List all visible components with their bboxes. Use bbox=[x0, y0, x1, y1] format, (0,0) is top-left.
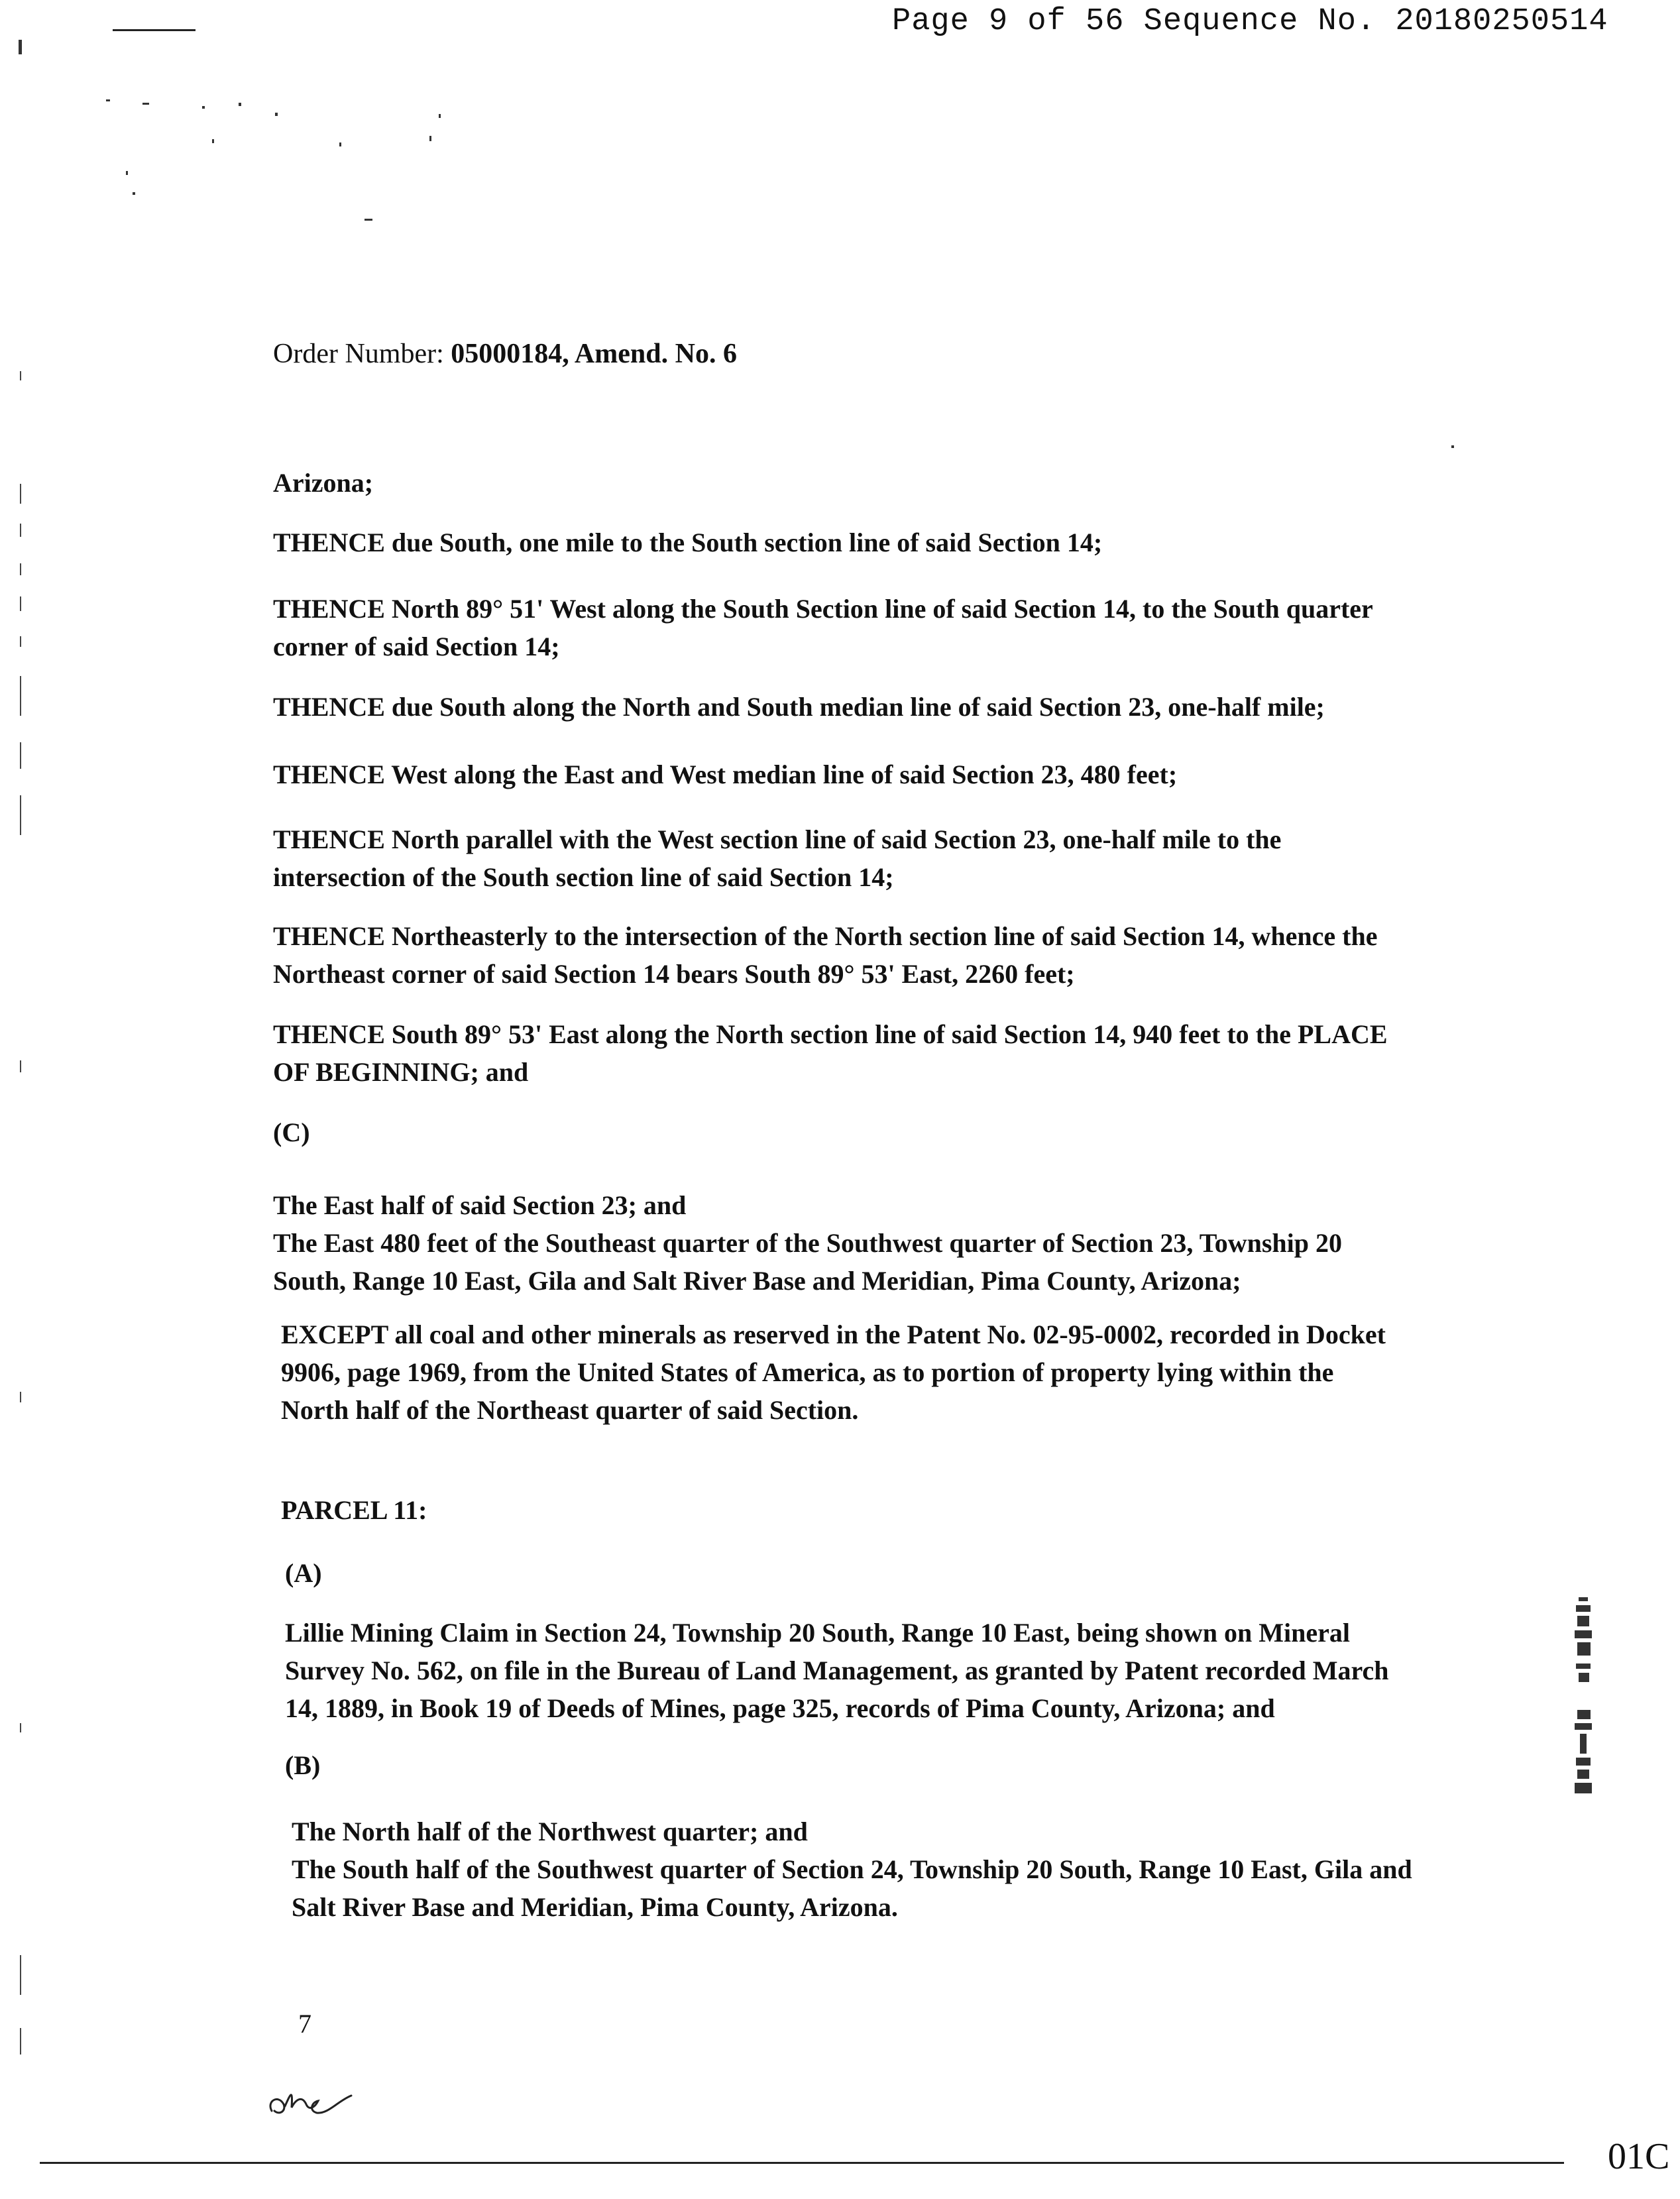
paragraph-line: The East half of said Section 23; and bbox=[273, 1190, 687, 1220]
scan-speck bbox=[239, 103, 241, 106]
scan-speck bbox=[126, 171, 128, 175]
margin-tick bbox=[20, 1955, 21, 1995]
handwritten-initials bbox=[265, 2074, 364, 2127]
paragraph-line: intersection of the South section line of said Section 14; bbox=[273, 862, 894, 892]
scan-speck bbox=[1451, 445, 1454, 448]
footer-rule bbox=[40, 2162, 1564, 2164]
paragraph bbox=[273, 756, 1519, 793]
margin-tick bbox=[20, 371, 21, 380]
page-number: 7 bbox=[298, 2009, 311, 2039]
margin-tick bbox=[20, 596, 21, 611]
paragraph bbox=[285, 1746, 1531, 1784]
paragraph-line: THENCE due South along the North and South median line of said Section 23, one-half mile; bbox=[273, 692, 1325, 722]
scan-speck bbox=[202, 106, 205, 109]
side-stamp bbox=[1564, 1591, 1604, 1856]
corner-mark: 01C bbox=[1608, 2136, 1670, 2177]
paragraph-line: corner of said Section 14; bbox=[273, 632, 560, 661]
margin-tick bbox=[20, 2028, 21, 2055]
paragraph bbox=[273, 590, 1519, 665]
margin-tick bbox=[20, 795, 21, 835]
header-rule bbox=[113, 29, 196, 31]
paragraph-line: THENCE West along the East and West median line of said Section 23, 480 feet; bbox=[273, 760, 1178, 789]
paragraph-line: South, Range 10 East, Gila and Salt River Base and Meridian, Pima County, Arizona; bbox=[273, 1266, 1241, 1296]
paragraph-line: The South half of the Southwest quarter of Section 24, Township 20 South, Range 10 East, Gila and bbox=[292, 1854, 1412, 1884]
paragraph-line: Salt River Base and Meridian, Pima County, Arizona. bbox=[292, 1892, 898, 1922]
paragraph bbox=[285, 1614, 1531, 1727]
scan-speck bbox=[142, 103, 149, 105]
paragraph bbox=[273, 917, 1519, 993]
scan-speck bbox=[212, 139, 214, 143]
scan-speck bbox=[429, 136, 431, 141]
paragraph-line: Arizona; bbox=[273, 468, 374, 498]
paragraph-line: THENCE North parallel with the West section line of said Section 23, one-half mile to the bbox=[273, 824, 1282, 854]
scan-speck bbox=[339, 142, 341, 146]
margin-tick bbox=[20, 1060, 21, 1072]
scan-speck bbox=[106, 99, 110, 101]
paragraph bbox=[273, 524, 1519, 561]
paragraph bbox=[273, 1113, 1519, 1151]
paragraph-line: (B) bbox=[285, 1750, 321, 1780]
paragraph-line: 14, 1889, in Book 19 of Deeds of Mines, page 325, records of Pima County, Arizona; and bbox=[285, 1693, 1275, 1723]
margin-tick bbox=[20, 484, 21, 504]
paragraph bbox=[292, 1813, 1538, 1926]
paragraph-line: Lillie Mining Claim in Section 24, Township 20 South, Range 10 East, being shown on Mineral bbox=[285, 1618, 1350, 1648]
paragraph-line: The East 480 feet of the Southeast quarter of the Southwest quarter of Section 23, Township 20 bbox=[273, 1228, 1343, 1258]
paragraph-line: The North half of the Northwest quarter; and bbox=[292, 1817, 808, 1846]
margin-tick bbox=[20, 1392, 21, 1402]
paragraph-line: OF BEGINNING; and bbox=[273, 1057, 529, 1087]
paragraph-line: North half of the Northeast quarter of said Section. bbox=[281, 1395, 859, 1425]
paragraph bbox=[273, 1186, 1519, 1300]
paragraph-line: Northeast corner of said Section 14 bears South 89° 53' East, 2260 feet; bbox=[273, 959, 1075, 989]
paragraph bbox=[273, 688, 1519, 726]
paragraph-line: 9906, page 1969, from the United States of America, as to portion of property lying within the bbox=[281, 1357, 1334, 1387]
scan-speck bbox=[364, 219, 372, 221]
paragraph-line: (C) bbox=[273, 1117, 310, 1147]
paragraph bbox=[273, 464, 1519, 502]
paragraph-line: PARCEL 11: bbox=[281, 1495, 427, 1525]
scan-speck bbox=[439, 114, 441, 118]
margin-tick bbox=[20, 1723, 21, 1732]
margin-tick bbox=[20, 636, 21, 647]
order-number-line bbox=[273, 338, 737, 370]
margin-tick bbox=[20, 676, 21, 716]
paragraph-line: (A) bbox=[285, 1558, 322, 1588]
margin-tick bbox=[20, 742, 21, 769]
margin-tick bbox=[20, 524, 21, 537]
paragraph-line: THENCE due South, one mile to the South section line of said Section 14; bbox=[273, 528, 1103, 557]
paragraph bbox=[281, 1491, 1527, 1529]
paragraph bbox=[273, 1015, 1519, 1091]
paragraph-line: EXCEPT all coal and other minerals as reserved in the Patent No. 02-95-0002, recorded in Docket bbox=[281, 1320, 1386, 1349]
paragraph-line: THENCE North 89° 51' West along the South Section line of said Section 14, to the South quarter bbox=[273, 594, 1373, 624]
scan-speck bbox=[275, 113, 278, 116]
margin-tick bbox=[20, 563, 21, 575]
paragraph-line: Survey No. 562, on file in the Bureau of Land Management, as granted by Patent recorded March bbox=[285, 1656, 1389, 1685]
scan-speck bbox=[19, 40, 22, 54]
order-number-label: Order Number: bbox=[273, 339, 444, 369]
paragraph-line: THENCE South 89° 53' East along the North section line of said Section 14, 940 feet to the PLACE bbox=[273, 1019, 1388, 1049]
page-header: Page 9 of 56 Sequence No. 20180250514 bbox=[892, 4, 1608, 39]
scan-speck bbox=[133, 192, 135, 195]
order-number-value: 05000184, Amend. No. 6 bbox=[451, 339, 737, 369]
paragraph bbox=[285, 1554, 1531, 1592]
paragraph bbox=[281, 1316, 1527, 1429]
paragraph-line: THENCE Northeasterly to the intersection of the North section line of said Section 14, whence the bbox=[273, 921, 1378, 951]
paragraph bbox=[273, 820, 1519, 896]
